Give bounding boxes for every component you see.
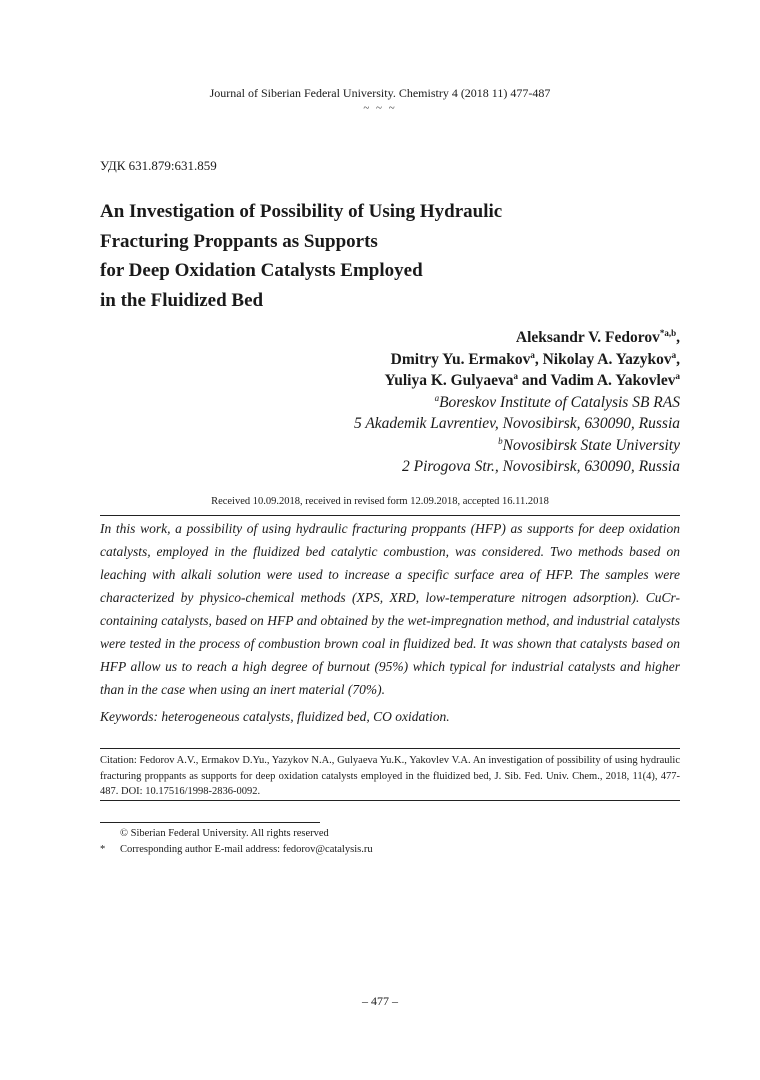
header-ornament: ~ ~ ~: [363, 102, 397, 114]
author-name: Dmitry Yu. Ermakov: [390, 350, 531, 368]
citation-bottom-rule: [100, 800, 680, 801]
author-name: Yuliya K. Gulyaeva: [384, 372, 514, 389]
affiliation-address: 5 Akademik Lavrentiev, Novosibirsk, 630090, Russia: [353, 415, 680, 432]
footnote-rule: [100, 822, 320, 823]
paper-title: [100, 197, 620, 315]
affiliation-name: Novosibirsk State University: [502, 436, 680, 454]
keywords: Keywords: heterogeneous catalysts, fluidized bed, CO oxidation.: [100, 709, 450, 724]
title-line: in the Fluidized Bed: [100, 289, 264, 311]
udk-code: УДК 631.879:631.859: [100, 158, 217, 173]
citation-top-rule: [100, 748, 680, 749]
author-line: Dmitry Yu. Ermakov$^a$, Nikolay A. Yazykov$^a$,: [390, 349, 680, 368]
title-line: Fracturing Proppants as Supports: [100, 230, 378, 252]
page-number: – 477 –: [362, 994, 398, 1008]
affiliation-mark: a: [675, 371, 680, 381]
affiliation-mark: a: [513, 371, 518, 381]
abstract: In this work, a possibility of using hydraulic fracturing proppants (HFP) as supports for deep oxidation catalysts, employed in the fluidized bed catalytic combustion, was considered. Two methods based on leaching with alkali solution were used to increase a specific surface area of HFP. The samples were characterized by physico-chemical methods (XPS, XRD, low-temperature nitrogen adsorption). CuCr-containing catalysts, based on HFP and obtained by the wet-impregnation method, and industrial catalysts were tested in the process of combustion brown coal in fluidized bed. It was shown that catalysts based on HFP allow us to reach a high degree of burnout (95%) which typical for industrial catalysts and higher than in the case when using an inert material (70%).: [100, 521, 680, 697]
affiliation-mark: a: [434, 392, 440, 403]
affiliation-mark: b: [498, 435, 503, 446]
affiliation-mark: a: [530, 349, 535, 360]
journal-header: Journal of Siberian Federal University. Chemistry 4 (2018 11) 477-487: [209, 86, 551, 100]
footnote-corresponding: [100, 842, 373, 858]
author-name: Nikolay A. Yazykov: [542, 350, 672, 368]
received-dates: Received 10.09.2018, received in revised form 12.09.2018, accepted 16.11.2018: [211, 496, 549, 507]
author-conjunction: and: [518, 372, 551, 389]
author-name: Aleksandr V. Fedorov: [515, 329, 660, 346]
author-line: [354, 370, 680, 392]
author-block: [354, 327, 680, 478]
copyright-text: © Siberian Federal University. All rights reserved: [120, 828, 329, 839]
citation: Citation: Fedorov A.V., Ermakov D.Yu., Yazykov N.A., Gulyaeva Yu.K., Yakovlev V.A. An investigation of possibility of using hydraulic fracturing proppants as supports for deep oxidation catalysts employed in the fluidized bed, J. Sib. Fed. Univ. Chem., 2018, 11(4), 477-487. DOI: 10.17516/1998-2836-0092.: [100, 755, 680, 797]
affiliation-line: [354, 435, 680, 457]
affiliation-line: [354, 392, 680, 414]
title-line: An Investigation of Possibility of Using Hydraulic: [100, 201, 503, 222]
author-name: Vadim A. Yakovlev: [550, 372, 676, 389]
abstract-top-rule: [100, 515, 680, 516]
footnote-copyright: [100, 826, 329, 842]
author-line: Aleksandr V. Fedorov$^{*a,b}$,: [515, 328, 680, 346]
title-line: for Deep Oxidation Catalysts Employed: [100, 260, 423, 281]
affiliation-mark: a: [671, 349, 677, 360]
corresponding-email: Corresponding author E-mail address: fedorov@catalysis.ru: [120, 844, 373, 855]
affiliation-name: Boreskov Institute of Catalysis SB RAS: [439, 393, 680, 411]
affiliation-mark: *a,b: [659, 328, 677, 338]
affiliation-address: 2 Pirogova Str., Novosibirsk, 630090, Russia: [401, 458, 680, 475]
footnote-star: *: [100, 844, 106, 855]
